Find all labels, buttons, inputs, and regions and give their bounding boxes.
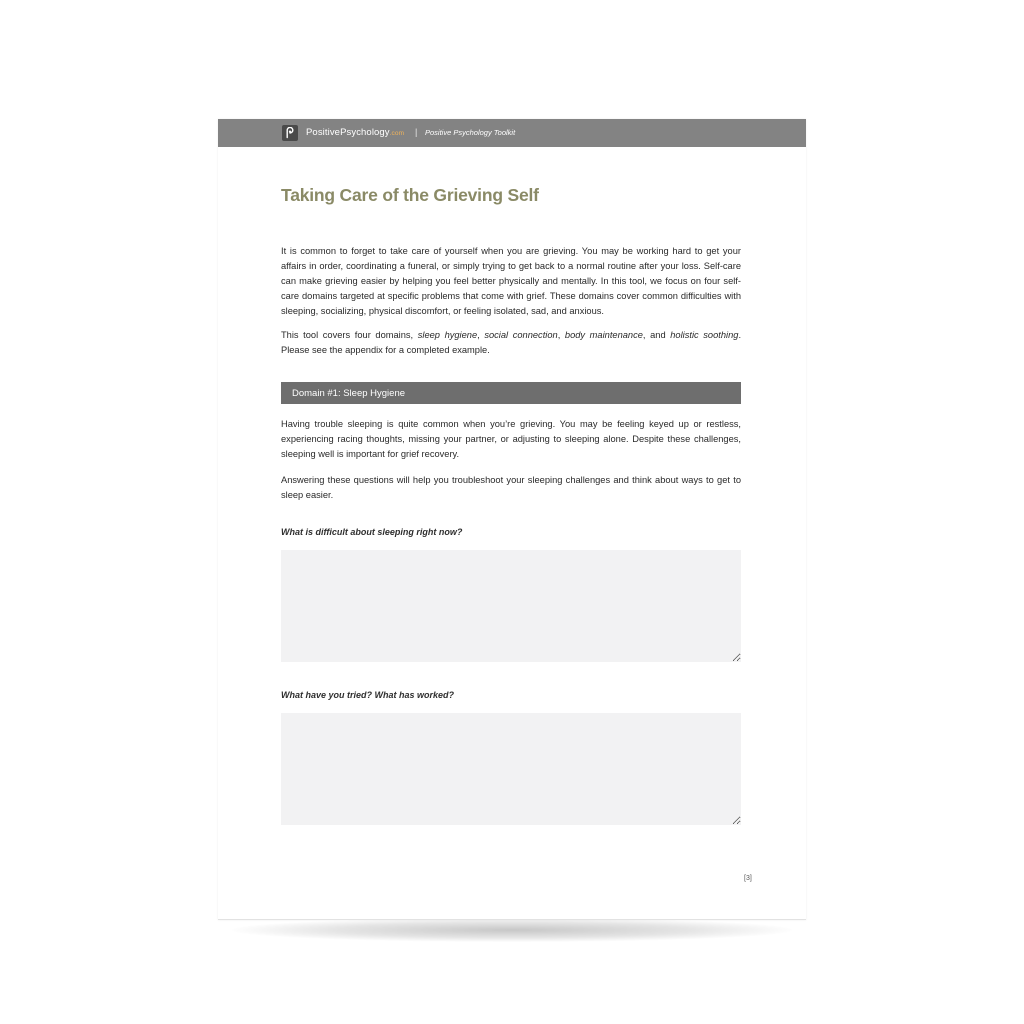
domain-heading-bar <box>281 382 741 404</box>
toolkit-label: Positive Psychology Toolkit <box>425 128 516 137</box>
sleep-paragraph: Having trouble sleeping is quite common when you’re grieving. You may be feeling keyed up or restless, experiencing racing thoughts, missing your partner, or adjusting to sleeping alone. Despite these challenges, sleeping well is important for grief recovery. <box>281 419 741 459</box>
header-bar <box>218 119 806 147</box>
answer-field-what-tried[interactable] <box>281 713 741 825</box>
domains-text-end: . Please see the appendix for a completed example. <box>281 330 742 355</box>
domain-holistic-soothing: holistic soothing <box>670 330 739 340</box>
domains-paragraph <box>281 328 741 358</box>
domain-heading: Domain #1: Sleep Hygiene <box>292 387 406 399</box>
domain-body-maintenance: body maintenance <box>564 330 643 340</box>
intro-paragraph: It is common to forget to take care of yourself when you are grieving. You may be working hard to get your affairs in order, coordinating a funeral, or simply trying to get back to a normal routine after your loss. Self-care can make grieving easier by helping you feel better physically and mentally. In this tool, we focus on four self-care domains targeted at specific problems that come with grief. These domains cover common difficulties with sleeping, socializing, physical discomfort, or feeling isolated, sad, and anxious. <box>281 246 741 316</box>
answer-field-difficult-sleeping[interactable] <box>281 550 741 662</box>
domains-text-start: This tool covers four domains, <box>281 330 418 340</box>
comma: , <box>557 330 565 340</box>
question-difficult-sleeping: What is difficult about sleeping right now? <box>281 527 463 537</box>
brand-name <box>306 127 404 138</box>
brand-main: PositivePsychology <box>306 127 390 138</box>
comma-and: , and <box>642 330 671 340</box>
logo-icon <box>282 125 298 141</box>
header-separator: | <box>415 127 418 137</box>
brand-suffix: .com <box>389 130 405 137</box>
question-what-tried: What have you tried? What has worked? <box>281 690 455 700</box>
page-title: Taking Care of the Grieving Self <box>281 185 539 205</box>
document-page <box>218 119 806 920</box>
domain-sleep-hygiene: sleep hygiene <box>417 330 478 340</box>
domain-social-connection: social connection <box>484 330 558 340</box>
page-number: [3] <box>744 875 752 882</box>
questions-intro-paragraph: Answering these questions will help you troubleshoot your sleeping challenges and think about ways to get to sleep easier. <box>281 475 741 500</box>
page-shadow <box>232 918 792 942</box>
comma: , <box>477 330 485 340</box>
